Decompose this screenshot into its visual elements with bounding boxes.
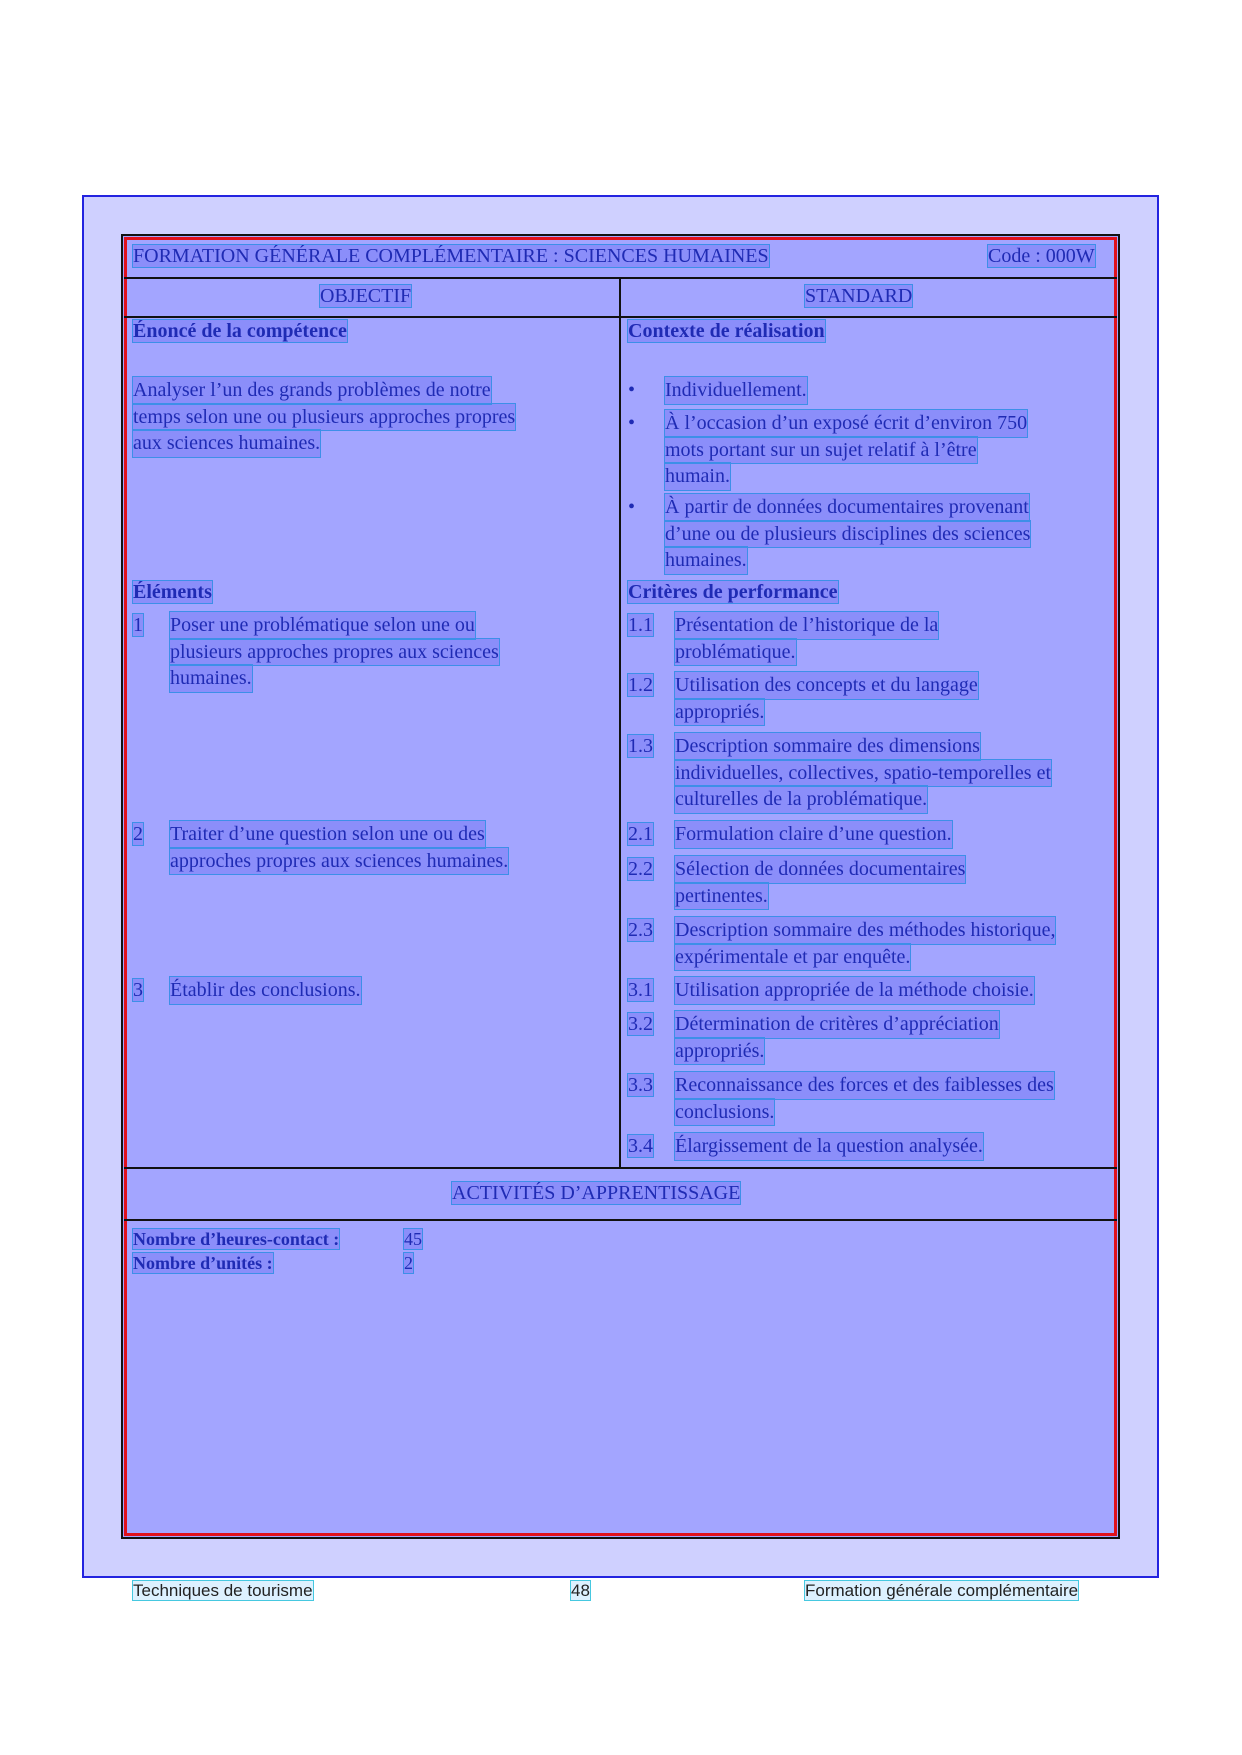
element-item — [170, 821, 508, 874]
contexte-line: À l’occasion d’un exposé écrit d’environ 750 — [665, 410, 1027, 437]
critere-line: appropriés. — [675, 1038, 764, 1065]
critere-item — [675, 1133, 983, 1160]
contexte-item — [665, 377, 807, 404]
critere-item — [675, 612, 938, 665]
critere-line: culturelles de la problématique. — [675, 786, 927, 813]
page-number: 48 — [571, 1581, 590, 1600]
enonce-heading: Énoncé de la compétence — [133, 320, 347, 342]
element-line: humaines. — [170, 665, 252, 692]
element-line: approches propres aux sciences humaines. — [170, 848, 508, 875]
objectif-heading: OBJECTIF — [320, 285, 412, 307]
critere-number: 3.4 — [628, 1135, 653, 1157]
critere-line: appropriés. — [675, 699, 764, 726]
element-line: plusieurs approches propres aux sciences — [170, 639, 499, 666]
critere-line: individuelles, collectives, spatio-temporelles et — [675, 760, 1051, 787]
critere-line: Détermination de critères d’appréciation — [675, 1011, 999, 1038]
contexte-line: humaines. — [665, 547, 747, 574]
critere-number: 3.1 — [628, 979, 653, 1001]
form-title: FORMATION GÉNÉRALE COMPLÉMENTAIRE : SCIENCES HUMAINES — [133, 245, 769, 267]
activities-bottom-divider — [124, 1219, 1117, 1221]
criteres-heading: Critères de performance — [628, 581, 838, 603]
activites-heading: ACTIVITÉS D’APPRENTISSAGE — [452, 1182, 741, 1204]
critere-number: 1.3 — [628, 735, 653, 757]
element-line: Établir des conclusions. — [170, 977, 361, 1004]
enonce-line: Analyser l’un des grands problèmes de notre — [133, 377, 491, 404]
contexte-heading: Contexte de réalisation — [628, 320, 825, 342]
element-number: 1 — [133, 614, 143, 636]
critere-line: Utilisation des concepts et du langage — [675, 672, 978, 699]
critere-number: 2.2 — [628, 858, 653, 880]
element-item — [170, 977, 361, 1004]
footer-left: Techniques de tourisme — [133, 1581, 313, 1600]
critere-line: Reconnaissance des forces et des faiblesses des — [675, 1072, 1054, 1099]
critere-line: Utilisation appropriée de la méthode choisie. — [675, 977, 1034, 1004]
contexte-line: À partir de données documentaires provenant — [665, 494, 1029, 521]
heures-value: 45 — [404, 1229, 422, 1249]
activities-top-divider — [124, 1167, 1117, 1169]
critere-number: 2.3 — [628, 919, 653, 941]
contexte-line: humain. — [665, 463, 730, 490]
critere-number: 3.3 — [628, 1074, 653, 1096]
critere-number: 2.1 — [628, 823, 653, 845]
standard-heading: STANDARD — [805, 285, 913, 307]
contexte-item — [665, 494, 1030, 574]
critere-line: problématique. — [675, 639, 796, 666]
critere-line: Description sommaire des méthodes historique, — [675, 917, 1055, 944]
bullet-icon: • — [628, 412, 636, 434]
critere-number: 1.1 — [628, 614, 653, 636]
critere-item — [675, 672, 978, 725]
critere-number: 1.2 — [628, 674, 653, 696]
critere-line: Élargissement de la question analysée. — [675, 1133, 983, 1160]
critere-line: Sélection de données documentaires — [675, 856, 965, 883]
column-divider — [619, 277, 621, 1167]
enonce-line: temps selon une ou plusieurs approches propres — [133, 404, 515, 431]
critere-item — [675, 856, 965, 909]
course-code: Code : 000W — [988, 245, 1095, 267]
element-number: 3 — [133, 979, 143, 1001]
critere-item — [675, 821, 952, 848]
contexte-line: mots portant sur un sujet relatif à l’être — [665, 437, 977, 464]
enonce-line: aux sciences humaines. — [133, 430, 320, 457]
footer-right: Formation générale complémentaire — [805, 1581, 1079, 1600]
bullet-icon: • — [628, 379, 636, 401]
elements-heading: Éléments — [133, 581, 212, 603]
bullet-icon: • — [628, 496, 636, 518]
critere-line: Formulation claire d’une question. — [675, 821, 952, 848]
element-item — [170, 612, 499, 692]
element-line: Poser une problématique selon une ou — [170, 612, 475, 639]
heures-label: Nombre d’heures-contact : — [133, 1229, 340, 1249]
unites-label: Nombre d’unités : — [133, 1253, 273, 1273]
element-line: Traiter d’une question selon une ou des — [170, 821, 485, 848]
critere-item — [675, 1072, 1054, 1125]
enonce-text — [133, 377, 515, 457]
critere-line: Description sommaire des dimensions — [675, 733, 980, 760]
critere-item — [675, 733, 1051, 813]
contexte-item — [665, 410, 1027, 490]
unites-value: 2 — [404, 1253, 413, 1273]
critere-item — [675, 1011, 999, 1064]
element-number: 2 — [133, 823, 143, 845]
critere-line: pertinentes. — [675, 883, 768, 910]
contexte-line: d’une ou de plusieurs disciplines des sciences — [665, 521, 1030, 548]
critere-number: 3.2 — [628, 1013, 653, 1035]
critere-line: conclusions. — [675, 1099, 774, 1126]
contexte-line: Individuellement. — [665, 377, 807, 404]
critere-item — [675, 977, 1034, 1004]
critere-line: Présentation de l’historique de la — [675, 612, 938, 639]
critere-line: expérimentale et par enquête. — [675, 944, 910, 971]
critere-item — [675, 917, 1055, 970]
